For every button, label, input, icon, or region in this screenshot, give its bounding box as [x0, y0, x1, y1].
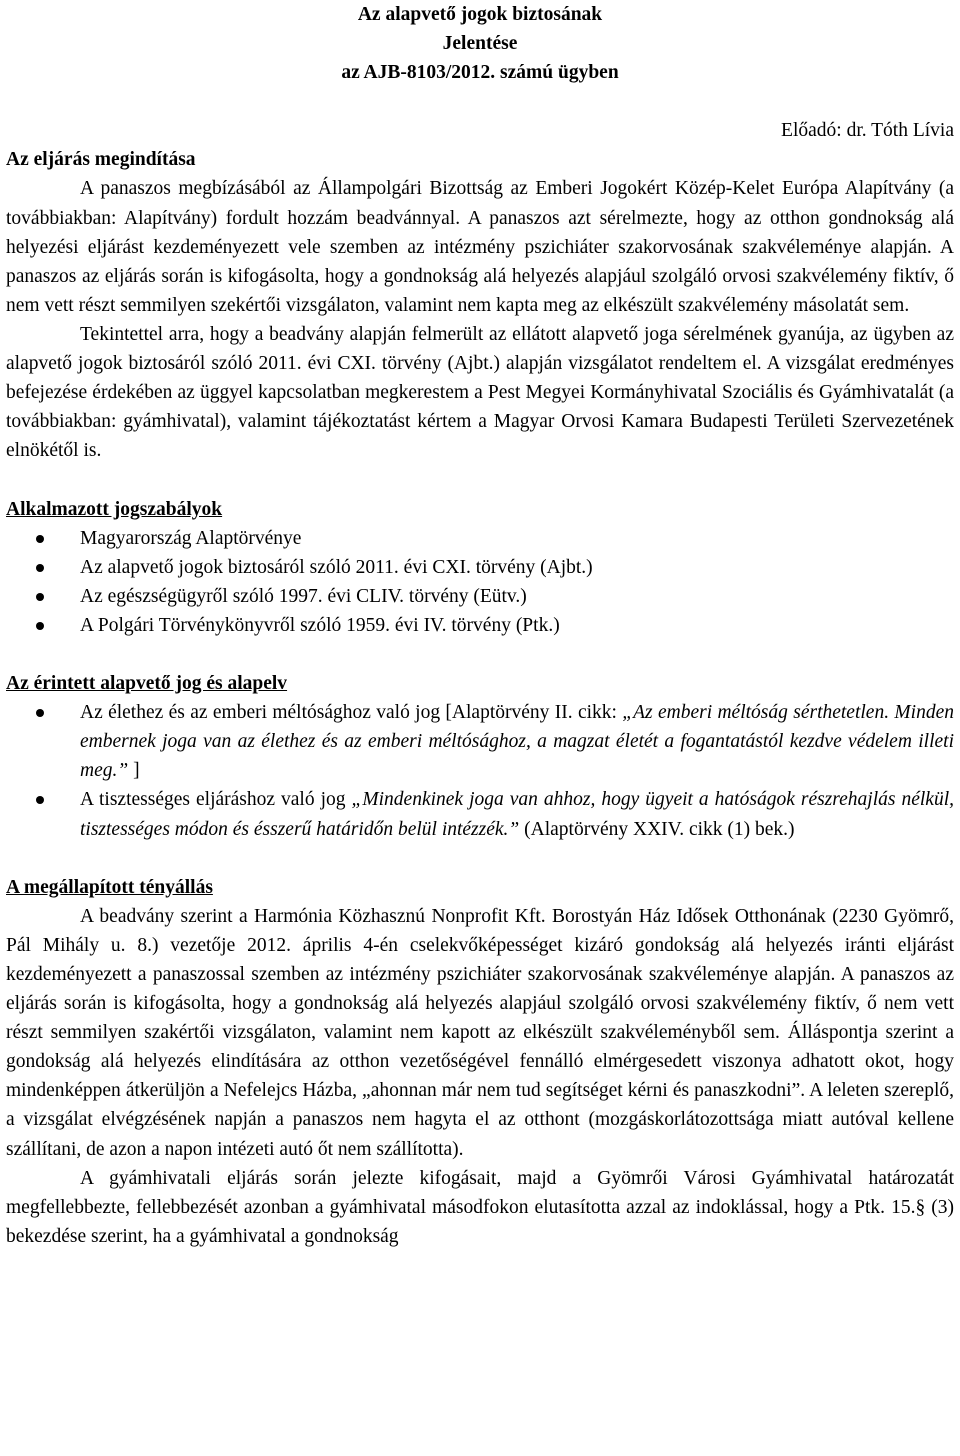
list-item: Az élethez és az emberi méltósághoz való jog [Alaptörvény II. cikk: „Az emberi méltóság sérthetetlen. Minden embernek joga van az élethez és az emberi méltósághoz, a magzat életét a fogantatástól kezdve védelem illeti meg.” ]: [6, 698, 954, 785]
applied-laws-list: [6, 524, 954, 640]
bullet-icon: [36, 564, 44, 572]
section-heading-applied-laws: Alkalmazott jogszabályok: [6, 498, 223, 520]
rights-list: [6, 698, 954, 843]
list-item: A tisztességes eljáráshoz való jog „Mindenkinek joga van ahhoz, hogy ügyeit a hatóságok részrehajlás nélkül, tisztességes módon és ésszerű határidőn belül intézzék.” (Alaptörvény XXIV. cikk (1) bek.): [6, 785, 954, 843]
spacer: [6, 465, 954, 494]
list-item: Az alapvető jogok biztosáról szóló 2011. évi CXI. törvény (Ajbt.): [6, 553, 954, 582]
paragraph-initiation-2: Tekintettel arra, hogy a beadvány alapján felmerült az ellátott alapvető joga sérelmének gyanúja, az ügyben az alapvető jogok biztosáról szóló 2011. évi CXI. törvény (Ajbt.) alapján vizsgálatot rendeltem el. A vizsgálat eredményes befejezése érdekében az üggyel kapcsolatban megkerestem a Pest Megyei Kormányhivatal Szociális és Gyámhivatalát (a továbbiakban: gyámhivatal), valamint tájékoztatást kértem a Magyar Orvosi Kamara Budapesti Területi Szervezetének elnökétől is.: [6, 323, 954, 462]
bullet-icon: [36, 796, 44, 804]
spacer: [6, 844, 954, 873]
document-title: [6, 0, 954, 87]
title-line-1: Az alapvető jogok biztosának: [357, 4, 603, 25]
list-item: Magyarország Alaptörvénye: [6, 524, 954, 553]
bullet-icon: [36, 622, 44, 630]
spacer: [6, 640, 954, 669]
section-heading-facts: A megállapított tényállás: [6, 876, 213, 898]
section-heading-rights: Az érintett alapvető jog és alapelv: [6, 673, 288, 695]
paragraph-initiation-1: A panaszos megbízásából az Állampolgári Bizottság az Emberi Jogokért Közép-Kelet Európa Alapítvány (a továbbiakban: Alapítvány) fordult hozzám beadvánnyal. A panaszos azt sérelmezte, hogy az otthon gondnokság alá helyezési eljárást kezdeményezett vele szemben az intézmény pszichiáter szakorvosának szakvéleménye alapján. A panaszos az eljárás során is kifogásolta, hogy a gondnokság alá helyezés alapjául szolgáló orvosi szakvélemény fiktív, ő nem vett részt semmilyen szekértői vizsgálaton, valamint nem kapta meg az elkészült szakvélemény másolatát sem.: [6, 178, 954, 316]
bullet-icon: [36, 593, 44, 601]
paragraph-facts-2: A gyámhivatali eljárás során jelezte kifogásait, majd a Gyömrői Városi Gyámhivatal határozatát megfellebbezte, fellebbezését azonban a gyámhivatal másodfokon elutasította azzal az indoklással, hogy a Ptk. 15.§ (3) bekezdése szerint, ha a gyámhivatal a gondnokság: [6, 1167, 954, 1247]
paragraph-facts-1: A beadvány szerint a Harmónia Közhasznú Nonprofit Kft. Borostyán Ház Idősek Otthonának (2230 Gyömrő, Pál Mihály u. 8.) vezetője 2012. április 4-én cselekvőképességet kizáró gondokság alá helyezés iránti eljárást kezdeményezett a panaszossal szemben az intézmény pszichiáter szakorvosának szakvéleménye alapján. A panaszos az eljárás során is kifogásolta, hogy a gondnokság alá helyezés alapjául szolgáló orvosi szakvélemény fiktív, ő nem vett részt semmilyen szakértői vizsgálaton, valamint nem kapott az elkészült szakvéleményből sem. Álláspontja szerint a gondokság alá helyezés elindítására az otthon vezetőségével fennálló elmérgesedett viszonya adhatott okot, hogy mindenképpen átkerüljön a Nefelejcs Házba, „ahonnan már nem tud segítséget kérni és panaszkodni”. A leleten szereplő, a vizsgálat elvégzésének napján a panaszos nem hagyta el az otthont (mozgáskorlátozottsága miatt autóval kellene szállítani, de azon a napon intézeti autó őt nem szállította).: [6, 905, 954, 1160]
section-heading-initiation: Az eljárás megindítása: [6, 149, 196, 171]
presenter: Előadó: dr. Tóth Lívia: [781, 120, 954, 142]
list-item: Az egészségügyről szóló 1997. évi CLIV. törvény (Eütv.): [6, 582, 954, 611]
list-item: A Polgári Törvénykönyvről szóló 1959. évi IV. törvény (Ptk.): [6, 611, 954, 640]
bullet-icon: [36, 709, 44, 717]
title-line-3: az AJB-8103/2012. számú ügyben: [341, 62, 619, 84]
bullet-icon: [36, 535, 44, 543]
title-line-2: Jelentése: [442, 33, 518, 55]
